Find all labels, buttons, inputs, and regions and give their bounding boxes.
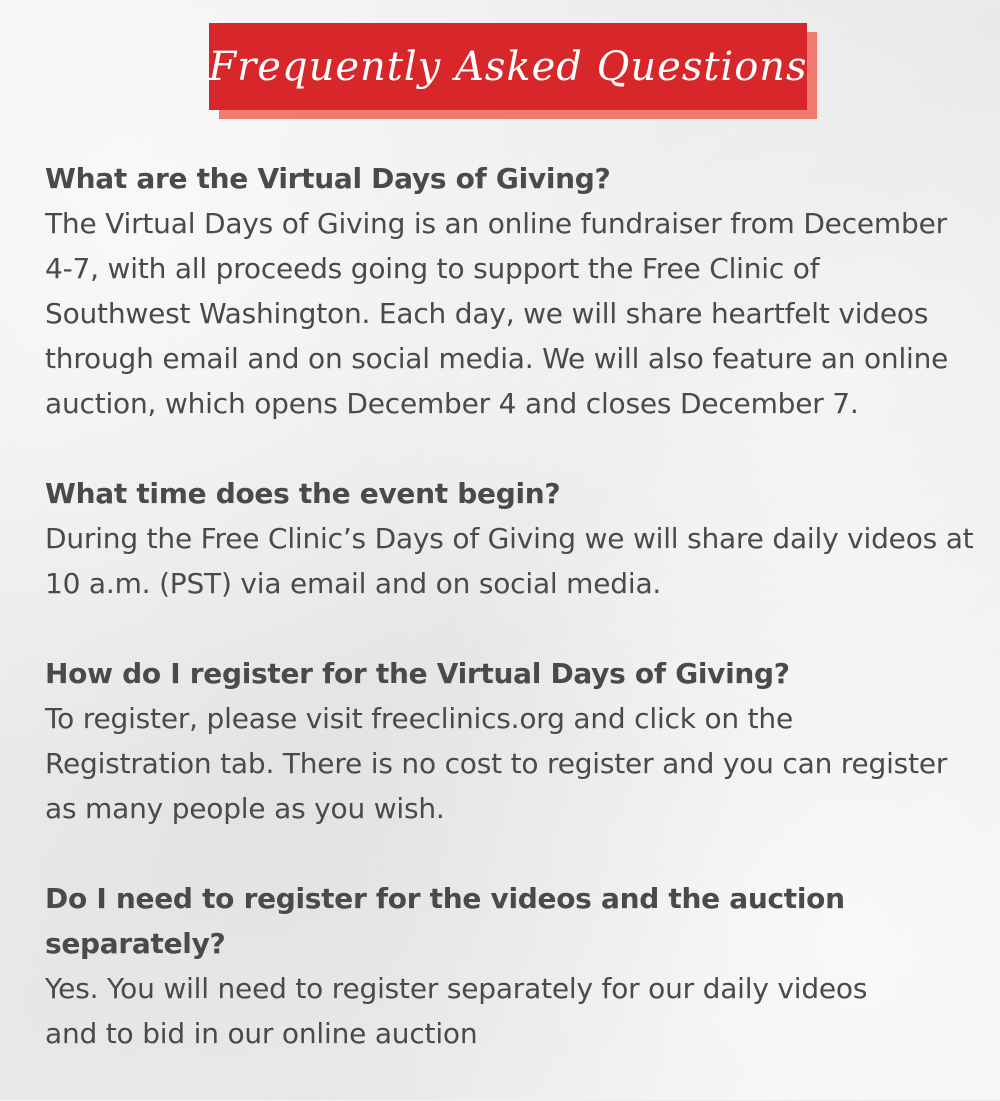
header-banner: [209, 23, 807, 110]
faq-question: What time does the event begin?: [45, 477, 561, 510]
faq-question: How do I register for the Virtual Days of Giving?: [45, 657, 790, 690]
faq-item: [45, 651, 975, 831]
faq-list: [45, 156, 975, 1101]
faq-answer: The Virtual Days of Giving is an online fundraiser from December 4-7, with all proceeds going to support the Free Clinic of Southwest Washington. Each day, we will share heartfelt videos through email and on social media. We will also feature an online auction, which opens December 4 and closes December 7.: [45, 207, 949, 420]
faq-answer: Yes. You will need to register separately for our daily videos and to bid in our online auction: [45, 972, 868, 1050]
faq-question: What are the Virtual Days of Giving?: [45, 162, 611, 195]
page-title: Frequently Asked Questions: [208, 43, 808, 90]
faq-item: [45, 471, 975, 606]
faq-item: [45, 156, 975, 426]
faq-answer: To register, please visit freeclinics.org and click on the Registration tab. There is no cost to register and you can register as many people as you wish.: [45, 702, 948, 825]
faq-item: [45, 876, 975, 1056]
faq-header: [209, 23, 807, 110]
faq-question: Do I need to register for the videos and the auction separately?: [45, 882, 845, 960]
faq-answer: During the Free Clinic’s Days of Giving we will share daily videos at 10 a.m. (PST) via email and on social media.: [45, 522, 974, 600]
